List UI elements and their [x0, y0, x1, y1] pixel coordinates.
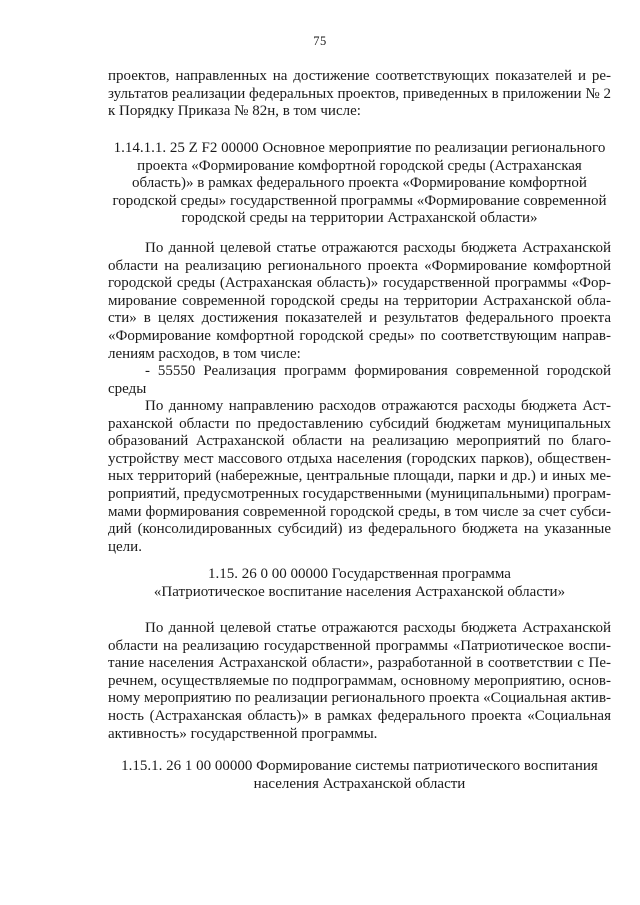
text-line: населения Астраханской области	[253, 775, 466, 792]
section-heading	[108, 140, 611, 228]
text-line: ность (Астраханская область)» в рамках федерального проекта «Социальная	[108, 707, 611, 724]
text-line: активность» государственной программы.	[108, 725, 378, 742]
text-line: «Патриотическое воспитание населения Астраханской области»	[153, 583, 566, 600]
text-line: 1.15. 26 0 00 00000 Государственная программа	[208, 566, 511, 582]
text-line: 1.14.1.1. 25 Z F2 00000 Основное мероприятие по реализации регионального	[113, 140, 606, 156]
paragraph	[108, 398, 611, 556]
text-line: цели.	[108, 538, 142, 555]
text-line: речнем, осуществляемые по подпрограммам, основному мероприятию, основ-	[108, 672, 611, 689]
text-line: дий (консолидированных субсидий) из федерального бюджета на указанные	[108, 521, 611, 538]
text-line: лениям расходов, в том числе:	[108, 345, 301, 362]
text-line: область)» в рамках федерального проекта «Формирование комфортной	[132, 175, 587, 192]
paragraph	[108, 620, 611, 743]
page-number: 75	[313, 34, 327, 48]
paragraph	[108, 363, 611, 398]
text-line: городской среды на территории Астраханской области»	[181, 210, 538, 227]
section-heading	[108, 758, 611, 793]
text-line: тание населения Астраханской области», разработанной в соответствии с Пе-	[108, 655, 611, 672]
paragraph	[108, 240, 611, 363]
text-line: мирование современной городской среды на территории Астраханской обла-	[108, 292, 611, 309]
text-line: По данному направлению расходов отражаются расходы бюджета Аст-	[145, 398, 611, 414]
text-line: «Формирование комфортной городской среды» по соответствующим направ-	[108, 327, 611, 344]
text-line: образований Астраханской области на реализацию мероприятий по благо-	[108, 433, 611, 450]
text-line: области на реализацию государственной программы «Патриотическое воспи-	[108, 637, 611, 654]
text-line: городской среды» государственной программы «Формирование современной	[112, 192, 607, 209]
text-line: ных территорий (набережные, центральные площади, парки и др.) и иных ме-	[108, 468, 611, 485]
text-line: мами формирования современной городской среды, в том числе за счет субси-	[108, 503, 611, 520]
text-line: среды	[108, 380, 147, 397]
text-line: По данной целевой статье отражаются расходы бюджета Астраханской	[145, 620, 611, 636]
text-line: ному мероприятию по реализации регионального проекта «Социальная актив-	[108, 690, 612, 707]
text-line: устройству мест массового отдыха населения (городских парков), обществен-	[108, 450, 611, 467]
text-line: зультатов реализации федеральных проектов, приведенных в приложении № 2	[108, 85, 611, 102]
section-heading	[108, 566, 611, 601]
text-line: проекта «Формирование комфортной городской среды (Астраханская	[137, 157, 582, 174]
text-line: - 55550 Реализация программ формирования современной городской	[145, 363, 611, 379]
paragraph	[108, 68, 611, 121]
text-line: проектов, направленных на достижение соответствующих показателей и ре-	[108, 68, 611, 84]
text-line: городской среды (Астраханская область)» государственной программы «Фор-	[108, 275, 611, 292]
text-line: области на реализацию регионального проекта «Формирование комфортной	[108, 257, 611, 274]
text-line: 1.15.1. 26 1 00 00000 Формирование системы патриотического воспитания	[121, 758, 598, 774]
text-line: По данной целевой статье отражаются расходы бюджета Астраханской	[145, 240, 611, 256]
text-line: к Порядку Приказа № 82н, в том числе:	[108, 103, 361, 120]
text-line: раханской области по предоставлению субсидий бюджетам муниципальных	[108, 415, 611, 432]
text-line: сти» в целях достижения показателей и результатов федерального проекта	[108, 310, 611, 327]
text-line: роприятий, предусмотренных государственными (муниципальными) програм-	[108, 485, 611, 502]
